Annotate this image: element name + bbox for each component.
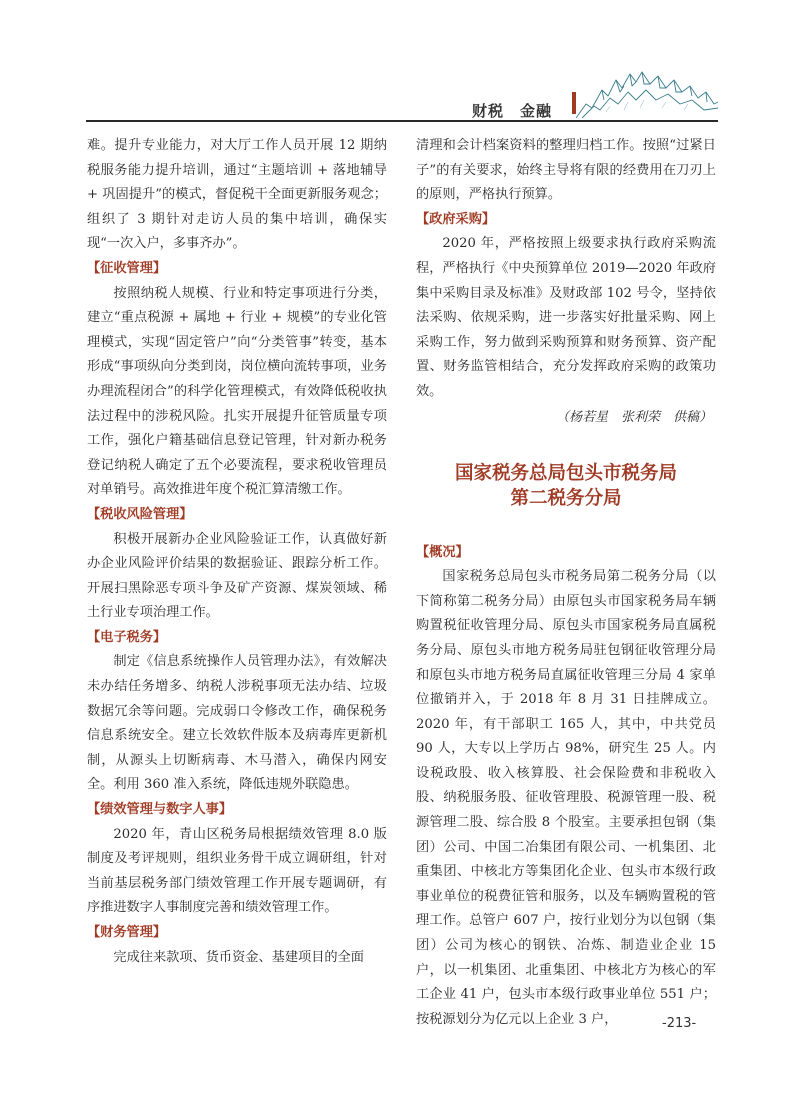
paragraph-government-procurement: 2020 年，严格按照上级要求执行政府采购流程，严格执行《中央预算单位 2019—2020 年政府集中采购目录及标准》及财政部 102 号令，坚持依法采购、依规采购，进一步落实好批量采购、网上采购工作，努力做到采购预算和财务预算、资产配置、财务监管相结合，充分发挥政府采购的政策功效。 <box>416 236 716 399</box>
paragraph-overview: 国家税务总局包头市税务局第二税务分局（以下简称第二税务分局）由原包头市国家税务局车辆购置税征收管理分局、原包头市国家税务局直属税务分局、原包头市地方税务局驻包钢征收管理分局和原包头市地方税务局直属征收管理三分局 4 家单位撤销并入，于 2018 年 8 月 31 日挂牌成立。2020 年，有干部职工 165 人，其中，中共党员 90 人，大专以上学历占 98%，研究生 25 人。内设税政股、收入核算股、社会保险费和非税收入股、纳税服务股、征收管理股、税源管理一股、税源管理二股、综合股 8 个股室。主要承担包钢（集团）公司、中国二冶集团有限公司、一机集团、北重集团、中核北方等集团化企业、包头市本级行政事业单位的税费征管和服务，以及车辆购置税的管理工作。总管户 607 户，按行业划分为以包钢（集团）公司为核心的钢铁、冶炼、制造业企业 15 户，以一机集团、北重集团、中核北方为核心的军工企业 41 户，包头市本级行政事业单位 551 户；按税源划分为亿元以上企业 3 户， <box>416 569 716 1027</box>
heading-government-procurement: 【政府采购】 <box>416 211 496 227</box>
right-column <box>416 134 716 1032</box>
paragraph-electronic-tax: 制定《信息系统操作人员管理办法》，有效解决未办结任务增多、纳税人涉税事项无法办结、垃圾数据冗余等问题。完成弱口令修改工作，确保税务信息系统安全。建立长效软件版本及病毒库更新机制，从源头上切断病毒、木马潜入，确保内网安全。利用 360 准入系统，降低违规外联隐患。 <box>87 654 387 793</box>
heading-tax-risk-management: 【税收风险管理】 <box>87 506 193 522</box>
mountain-illustration-icon <box>576 66 718 120</box>
heading-collection-management: 【征收管理】 <box>87 260 167 276</box>
contributor-credit: （杨若星 张利荣 供稿） <box>555 409 712 425</box>
paragraph-performance-management: 2020 年，青山区税务局根据绩效管理 8.0 版制度及考评规则，组织业务骨干成立调研组，针对当前基层税务部门绩效管理工作开展专题调研，有序推进数字人事制度完善和绩效管理工作。 <box>87 826 387 916</box>
paragraph-financial-management-continued: 清理和会计档案资料的整理归档工作。按照“过紧日子”的有关要求，始终主导将有限的经费用在刀刃上的原则，严格执行预算。 <box>416 138 716 203</box>
heading-performance-management: 【绩效管理与数字人事】 <box>87 802 233 818</box>
paragraph-tax-risk-management: 积极开展新办企业风险验证工作，认真做好新办企业风险评价结果的数据验证、跟踪分析工作。开展扫黑除恶专项斗争及矿产资源、煤炭领域、稀土行业专项治理工作。 <box>87 531 387 621</box>
page-number: -213- <box>662 1016 697 1031</box>
section-title <box>416 461 716 511</box>
header-section-title: 财税 金融 <box>472 102 553 120</box>
paragraph-financial-management: 完成往来款项、货币资金、基建项目的全面 <box>113 949 364 965</box>
heading-financial-management: 【财务管理】 <box>87 925 167 940</box>
paragraph-intro: 难。提升专业能力，对大厅工作人员开展 12 期纳税服务能力提升培训，通过“主题培训 + 落地辅导 + 巩固提升”的模式，督促税干全面更新服务观念；组织了 3 期针对走访人员的集中培训，确保实现“一次入户，多事齐办”。 <box>87 138 387 252</box>
heading-overview: 【概况】 <box>416 544 469 560</box>
header-rule <box>86 120 718 122</box>
section-title-line-1: 国家税务总局包头市税务局 <box>454 462 677 484</box>
section-title-line-2: 第二税务分局 <box>510 487 622 509</box>
paragraph-collection-management: 按照纳税人规模、行业和特定事项进行分类，建立“重点税源 + 属地 + 行业 + 规模”的专业化管理模式，实现“固定管户”向“分类管事”转变，基本形成“事项纵向分类到岗，岗位横向流转事项，业务办理流程闭合”的科学化管理模式，有效降低税收执法过程中的涉税风险。扎实开展提升征管质量专项工作，强化户籍基础信息登记管理，针对新办税务登记纳税人确定了五个必要流程，要求税收管理员对单销号。高效推进年度个税汇算清缴工作。 <box>87 285 387 498</box>
heading-electronic-tax: 【电子税务】 <box>87 629 167 645</box>
left-column <box>87 134 387 970</box>
